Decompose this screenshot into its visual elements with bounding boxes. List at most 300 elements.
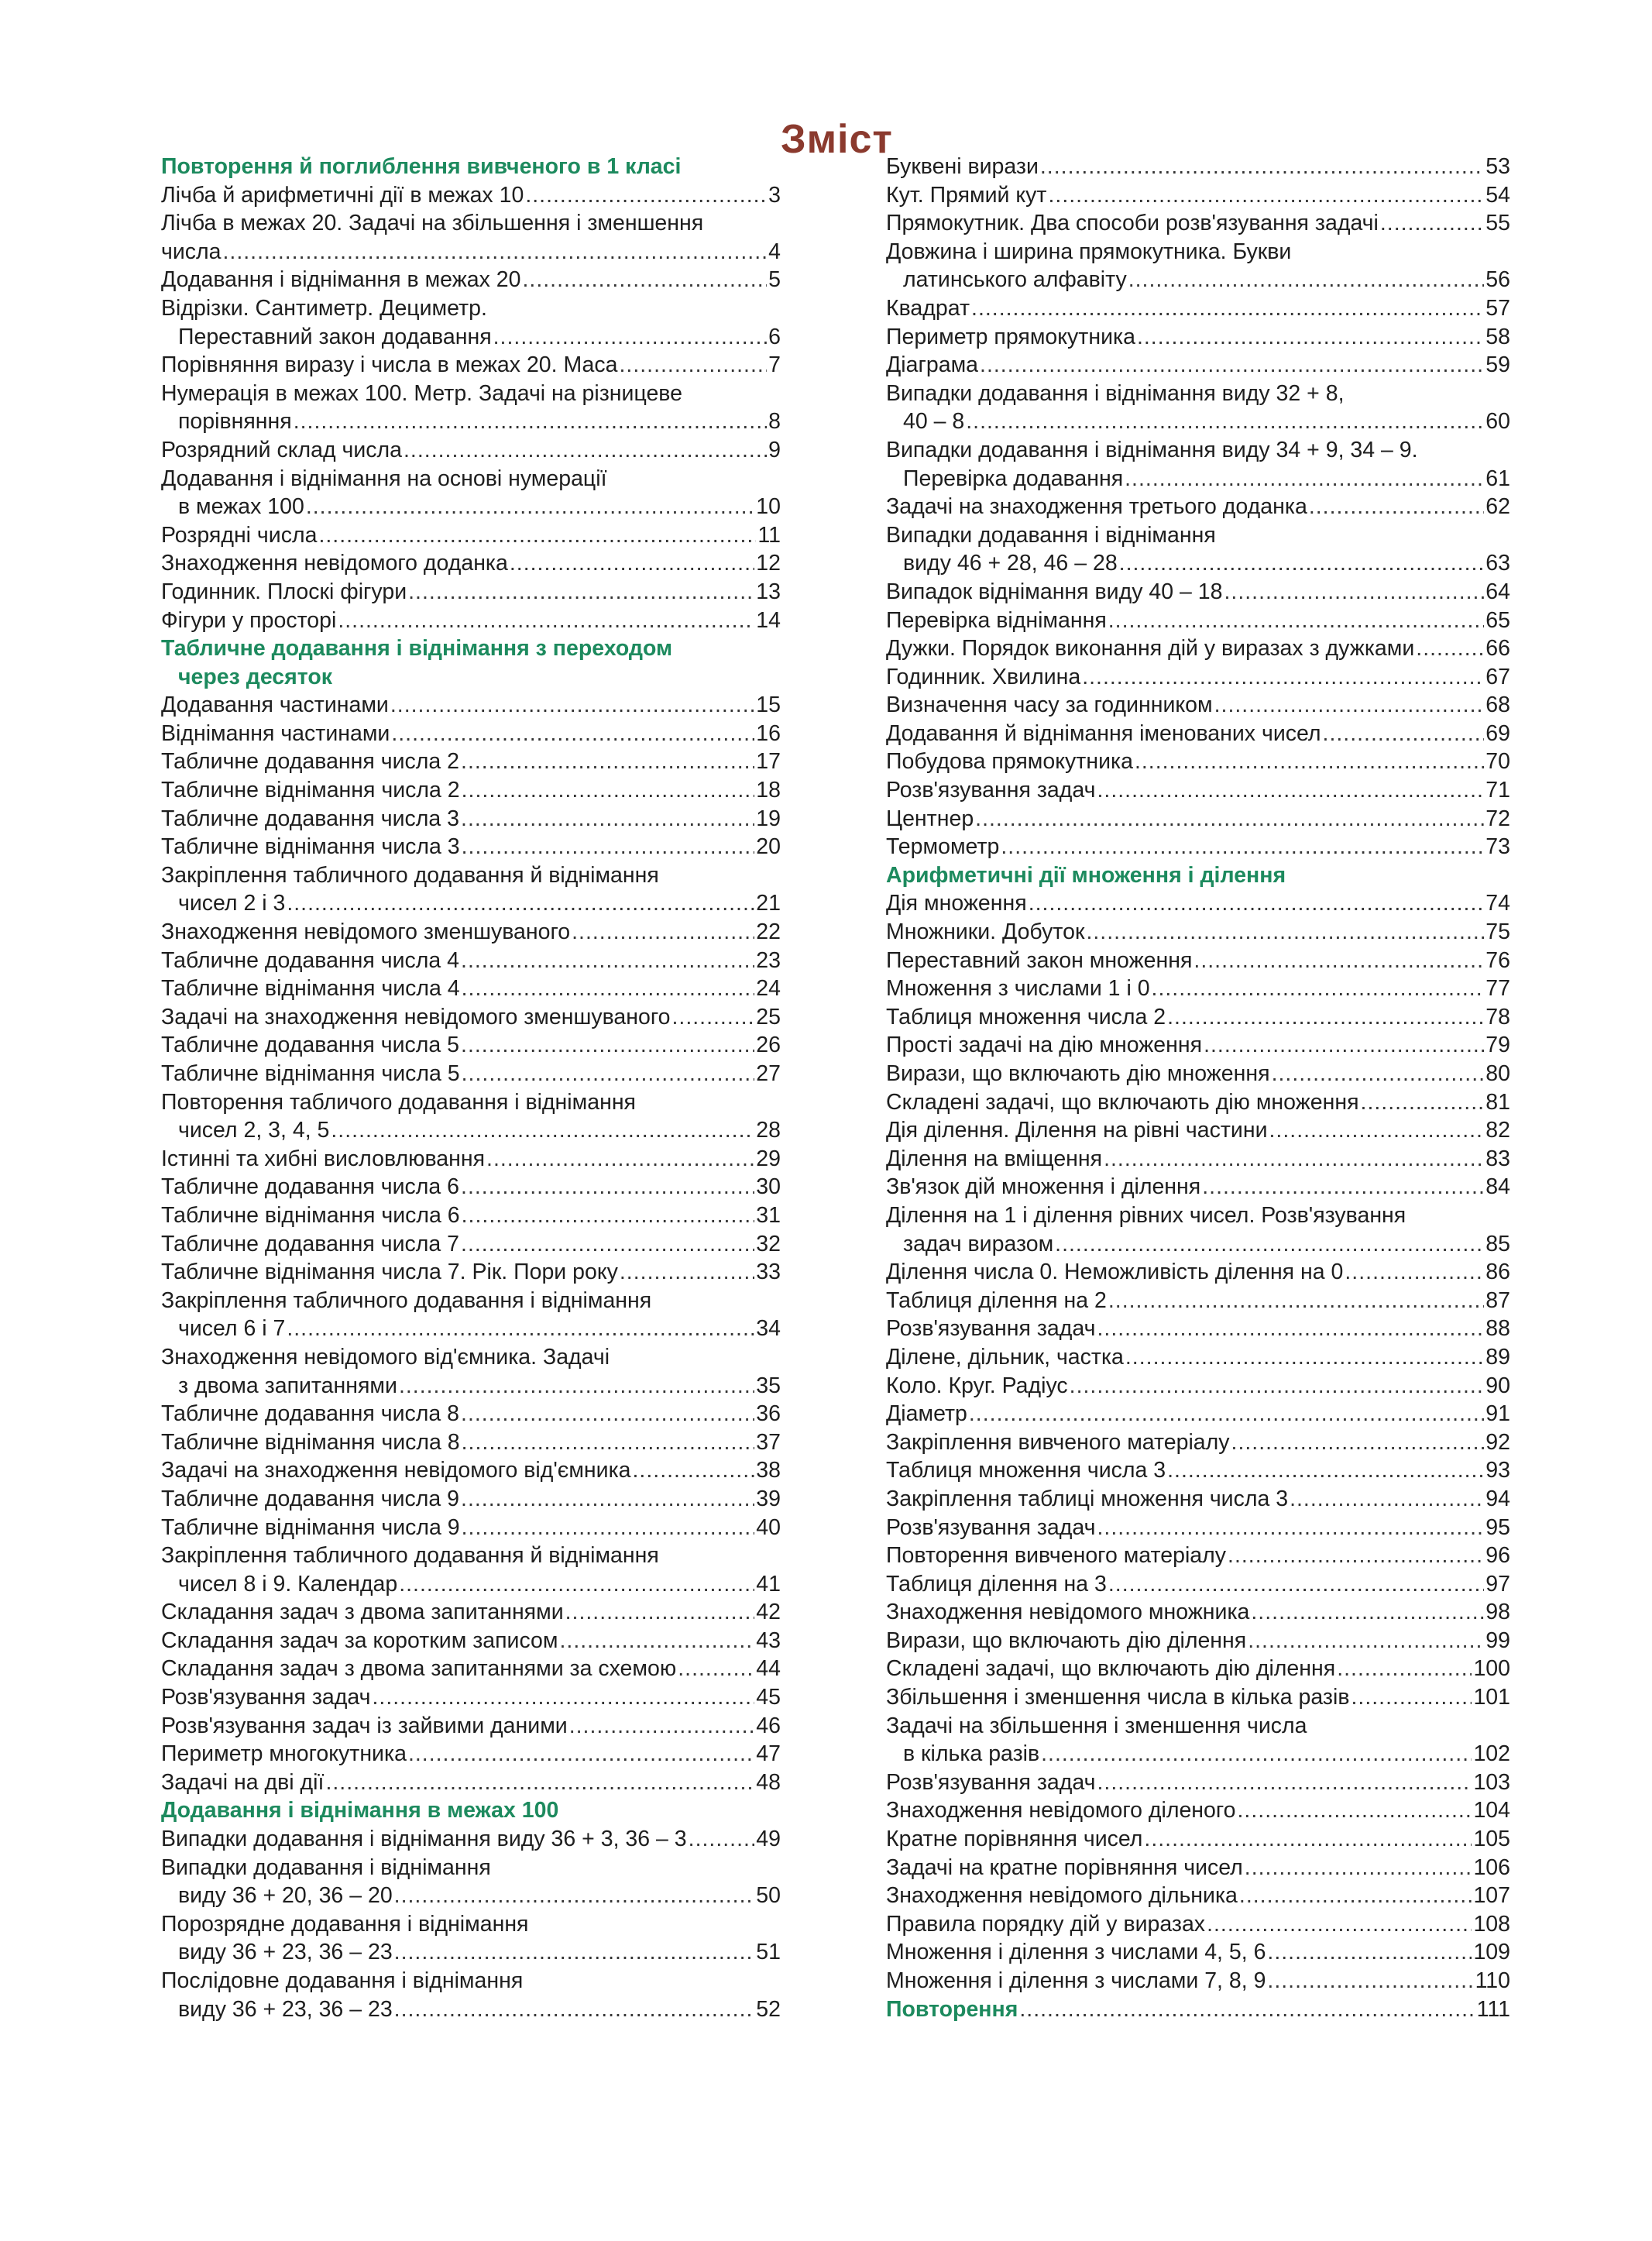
toc-entry[interactable] bbox=[886, 918, 1510, 947]
toc-entry-line: Випадки додавання і віднімання bbox=[161, 1854, 491, 1880]
toc-entry-page: 92 bbox=[1485, 1429, 1510, 1455]
toc-entry-title: Таблиця ділення на 3 bbox=[886, 1571, 1107, 1597]
dot-leader bbox=[1041, 1740, 1472, 1768]
dot-leader bbox=[462, 833, 755, 861]
toc-entry-page: 37 bbox=[756, 1429, 781, 1455]
toc-entry[interactable] bbox=[161, 578, 781, 607]
toc-entry[interactable] bbox=[161, 1740, 781, 1768]
dot-leader bbox=[633, 1456, 755, 1485]
toc-entry[interactable] bbox=[161, 1173, 781, 1201]
toc-entry[interactable] bbox=[886, 1768, 1510, 1797]
section-heading: Додавання і віднімання в межах 100 bbox=[161, 1798, 559, 1823]
dot-leader bbox=[1086, 918, 1484, 947]
dot-leader bbox=[1167, 1003, 1484, 1032]
toc-entry-page: 55 bbox=[1485, 211, 1510, 236]
toc-entry-title: Табличне додавання числа 5 bbox=[161, 1033, 460, 1058]
toc-entry-page: 56 bbox=[1485, 267, 1510, 293]
toc-entry-page: 64 bbox=[1485, 579, 1510, 604]
dot-leader bbox=[461, 1031, 754, 1060]
section-heading: Табличне додавання і віднімання з переходом bbox=[161, 636, 673, 662]
toc-entry-page: 105 bbox=[1473, 1827, 1510, 1852]
toc-entry-page: 15 bbox=[756, 693, 781, 718]
toc-entry[interactable] bbox=[161, 1655, 781, 1683]
dot-leader bbox=[1167, 1456, 1484, 1485]
toc-entry-page: 109 bbox=[1473, 1940, 1510, 1965]
toc-entry[interactable] bbox=[161, 1258, 781, 1287]
toc-entry-title: Множення і ділення з числами 7, 8, 9 bbox=[886, 1968, 1266, 1993]
dot-leader bbox=[1019, 1995, 1475, 2024]
toc-entry-title: Термометр bbox=[886, 834, 1000, 860]
toc-entry[interactable] bbox=[886, 720, 1510, 748]
dot-leader bbox=[408, 578, 754, 607]
toc-entry[interactable] bbox=[886, 1372, 1510, 1401]
toc-entry[interactable] bbox=[161, 493, 781, 521]
toc-entry-page: 8 bbox=[768, 409, 781, 435]
dot-leader bbox=[1207, 1910, 1472, 1939]
toc-entry-title: Дія ділення. Ділення на рівні частини bbox=[886, 1118, 1268, 1143]
dot-leader bbox=[1231, 1428, 1485, 1457]
toc-entry[interactable] bbox=[886, 1570, 1510, 1599]
toc-entry[interactable] bbox=[886, 1825, 1510, 1854]
toc-entry-title: Додавання і віднімання в межах 20 bbox=[161, 267, 521, 293]
section-heading: Арифметичні дії множення і ділення bbox=[886, 862, 1286, 888]
toc-entry-page: 49 bbox=[756, 1827, 781, 1852]
toc-entry[interactable] bbox=[161, 323, 781, 352]
toc-entry-page: 50 bbox=[756, 1883, 781, 1909]
toc-entry-title: Закріплення вивченого матеріалу bbox=[886, 1429, 1230, 1455]
toc-entry[interactable] bbox=[886, 294, 1510, 323]
toc-entry-page: 11 bbox=[757, 522, 781, 548]
toc-entry-title: числа bbox=[161, 239, 222, 264]
toc-entry[interactable] bbox=[886, 209, 1510, 238]
dot-leader bbox=[462, 974, 755, 1003]
toc-entry-line: Закріплення табличного додавання й віднімання bbox=[161, 1543, 659, 1569]
dot-leader bbox=[1193, 947, 1484, 975]
dot-leader bbox=[1267, 1938, 1472, 1967]
toc-entry-page: 22 bbox=[756, 919, 781, 945]
toc-entry-title: Табличне додавання числа 3 bbox=[161, 806, 460, 831]
toc-entry[interactable] bbox=[161, 1201, 781, 1230]
dot-leader bbox=[373, 1683, 755, 1712]
dot-leader bbox=[678, 1655, 754, 1683]
toc-entry[interactable] bbox=[886, 1060, 1510, 1088]
toc-entry[interactable] bbox=[886, 663, 1510, 692]
toc-entry[interactable] bbox=[886, 833, 1510, 861]
toc-entry[interactable] bbox=[161, 947, 781, 975]
toc-entry-page: 4 bbox=[768, 239, 781, 264]
toc-entry[interactable] bbox=[886, 351, 1510, 380]
toc-entry-title: Знаходження невідомого доданка bbox=[161, 551, 508, 576]
toc-entry[interactable] bbox=[886, 1428, 1510, 1457]
dot-leader bbox=[493, 323, 768, 352]
toc-entry[interactable] bbox=[161, 1570, 781, 1599]
toc-entry[interactable] bbox=[886, 578, 1510, 607]
toc-entry[interactable] bbox=[161, 266, 781, 294]
toc-entry-title: Задачі на знаходження невідомого від'ємника bbox=[161, 1458, 631, 1483]
dot-leader bbox=[1214, 691, 1485, 720]
toc-entry-title: Годинник. Хвилина bbox=[886, 664, 1081, 689]
toc-entry-title: Складання задач з двома запитаннями за схемою bbox=[161, 1656, 677, 1682]
dot-leader bbox=[394, 1882, 755, 1910]
page-title: Зміст bbox=[781, 117, 893, 162]
toc-entry-title: Знаходження невідомого зменшуваного bbox=[161, 919, 571, 945]
toc-entry[interactable] bbox=[161, 974, 781, 1003]
dot-leader bbox=[394, 1995, 755, 2024]
toc-entry-line: Знаходження невідомого від'ємника. Задачі bbox=[161, 1344, 610, 1370]
dot-leader bbox=[399, 1372, 754, 1401]
toc-entry-page: 79 bbox=[1485, 1033, 1510, 1058]
toc-entry-title: Прямокутник. Два способи розв'язування задачі bbox=[886, 211, 1379, 236]
toc-entry[interactable] bbox=[161, 1456, 781, 1485]
toc-entry-page: 94 bbox=[1485, 1486, 1510, 1511]
toc-entry-page: 68 bbox=[1485, 693, 1510, 718]
toc-entry-title: Табличне додавання числа 7 bbox=[161, 1231, 460, 1256]
toc-entry[interactable] bbox=[886, 889, 1510, 918]
toc-entry[interactable] bbox=[161, 805, 781, 834]
toc-entry-page: 35 bbox=[756, 1373, 781, 1398]
toc-entry-line: Нумерація в межах 100. Метр. Задачі на різницеве bbox=[161, 380, 682, 406]
toc-entry[interactable] bbox=[161, 1060, 781, 1088]
dot-leader bbox=[1001, 833, 1484, 861]
dot-leader bbox=[1337, 1655, 1472, 1683]
dot-leader bbox=[331, 1116, 754, 1145]
toc-entry-line: Закріплення табличного додавання і віднімання bbox=[161, 1287, 652, 1313]
toc-entry-title: Зв'язок дій множення і ділення bbox=[886, 1174, 1201, 1200]
toc-entry[interactable] bbox=[161, 549, 781, 578]
dot-leader bbox=[1097, 776, 1485, 805]
toc-entry-line: Відрізки. Сантиметр. Дециметр. bbox=[161, 295, 487, 321]
toc-entry-page: 57 bbox=[1485, 295, 1510, 321]
toc-entry[interactable] bbox=[886, 776, 1510, 805]
toc-entry[interactable] bbox=[886, 1230, 1510, 1259]
toc-entry[interactable] bbox=[886, 1910, 1510, 1939]
toc-entry-title: з двома запитаннями bbox=[178, 1373, 397, 1398]
toc-entry[interactable] bbox=[886, 1315, 1510, 1343]
toc-entry[interactable] bbox=[161, 238, 781, 266]
toc-entry-page: 54 bbox=[1485, 182, 1510, 208]
toc-entry-page: 5 bbox=[768, 267, 781, 293]
toc-entry-line: Повторення табличого додавання і віднімання bbox=[161, 1089, 636, 1115]
toc-entry-title: Знаходження невідомого дільника bbox=[886, 1883, 1238, 1909]
toc-entry[interactable] bbox=[161, 1116, 781, 1145]
toc-entry-page: 95 bbox=[1485, 1514, 1510, 1540]
toc-entry[interactable] bbox=[161, 351, 781, 380]
dot-leader bbox=[462, 1428, 755, 1457]
toc-entry-title: Задачі на дві дії bbox=[161, 1769, 325, 1795]
toc-entry[interactable] bbox=[161, 1485, 781, 1514]
toc-entry-title: Дужки. Порядок виконання дій у виразах з дужками bbox=[886, 636, 1415, 662]
dot-leader bbox=[1108, 1287, 1484, 1315]
toc-entry[interactable] bbox=[161, 1372, 781, 1401]
toc-entry-title: Вирази, що включають дію ділення bbox=[886, 1627, 1247, 1653]
toc-entry[interactable] bbox=[161, 1712, 781, 1741]
toc-entry[interactable] bbox=[886, 1796, 1510, 1825]
toc-entry-title: Множення з числами 1 і 0 bbox=[886, 976, 1150, 1002]
toc-entry-page: 24 bbox=[756, 976, 781, 1002]
toc-entry[interactable] bbox=[886, 1400, 1510, 1428]
toc-entry[interactable] bbox=[161, 1882, 781, 1910]
dot-leader bbox=[1202, 1173, 1484, 1201]
toc-entry-page: 70 bbox=[1485, 749, 1510, 775]
toc-entry-title: Закріплення таблиці множення числа 3 bbox=[886, 1486, 1289, 1511]
toc-entry[interactable] bbox=[161, 691, 781, 720]
dot-leader bbox=[404, 436, 767, 465]
toc-entry[interactable] bbox=[886, 549, 1510, 578]
toc-entry-page: 76 bbox=[1485, 947, 1510, 973]
toc-entry-page: 100 bbox=[1473, 1656, 1510, 1682]
toc-entry[interactable] bbox=[161, 1031, 781, 1060]
toc-entry-page: 44 bbox=[756, 1656, 781, 1682]
toc-entry[interactable] bbox=[161, 607, 781, 635]
toc-entry-title: Істинні та хибні висловлювання bbox=[161, 1146, 486, 1171]
dot-leader bbox=[338, 607, 754, 635]
toc-entry-page: 30 bbox=[756, 1174, 781, 1200]
dot-leader bbox=[1345, 1258, 1484, 1287]
toc-entry[interactable] bbox=[886, 805, 1510, 834]
toc-entry-title: Переставний закон множення bbox=[886, 947, 1193, 973]
toc-entry[interactable] bbox=[886, 1598, 1510, 1627]
dot-leader bbox=[287, 889, 754, 918]
dot-leader bbox=[1144, 1825, 1472, 1854]
toc-entry[interactable] bbox=[161, 521, 781, 550]
toc-entry[interactable] bbox=[886, 407, 1510, 436]
dot-leader bbox=[620, 351, 768, 380]
toc-entry-page: 90 bbox=[1485, 1373, 1510, 1398]
toc-entry[interactable] bbox=[886, 493, 1510, 521]
toc-entry[interactable] bbox=[886, 1740, 1510, 1768]
toc-entry[interactable] bbox=[886, 1116, 1510, 1145]
toc-entry-page: 99 bbox=[1485, 1627, 1510, 1653]
toc-entry[interactable] bbox=[161, 1230, 781, 1259]
toc-entry[interactable] bbox=[161, 1683, 781, 1712]
toc-entry-page: 107 bbox=[1473, 1883, 1510, 1909]
dot-leader bbox=[620, 1258, 754, 1287]
toc-entry[interactable] bbox=[161, 1400, 781, 1428]
toc-entry-page: 52 bbox=[756, 1996, 781, 2022]
toc-entry-page: 51 bbox=[756, 1940, 781, 1965]
toc-entry-page: 103 bbox=[1473, 1769, 1510, 1795]
toc-entry-title: чисел 8 і 9. Календар bbox=[178, 1571, 398, 1597]
toc-entry-page: 88 bbox=[1485, 1316, 1510, 1342]
dot-leader bbox=[462, 1060, 755, 1088]
toc-entry-title: Фігури у просторі bbox=[161, 607, 337, 633]
toc-entry[interactable] bbox=[886, 266, 1510, 294]
toc-entry-page: 10 bbox=[756, 494, 781, 520]
toc-entry[interactable] bbox=[161, 1995, 781, 2024]
toc-entry[interactable] bbox=[886, 1456, 1510, 1485]
toc-entry-title: Годинник. Плоскі фігури bbox=[161, 579, 407, 604]
toc-entry[interactable] bbox=[886, 1938, 1510, 1967]
toc-entry-page: 104 bbox=[1473, 1798, 1510, 1823]
dot-leader bbox=[671, 1003, 754, 1032]
toc-entry[interactable] bbox=[161, 889, 781, 918]
dot-leader bbox=[1055, 1230, 1484, 1259]
dot-leader bbox=[1272, 1060, 1485, 1088]
toc-entry[interactable] bbox=[886, 1287, 1510, 1315]
toc-entry[interactable] bbox=[161, 1428, 781, 1457]
toc-entry[interactable] bbox=[886, 1485, 1510, 1514]
dot-leader bbox=[461, 1173, 754, 1201]
toc-entry-page: 111 bbox=[1476, 1996, 1510, 2022]
dot-leader bbox=[1108, 607, 1485, 635]
toc-entry-page: 9 bbox=[768, 437, 781, 462]
toc-entry-title: Розв'язування задач bbox=[886, 778, 1096, 803]
toc-entry-title: Ділення числа 0. Неможливість ділення на 0 bbox=[886, 1260, 1344, 1285]
toc-entry[interactable] bbox=[886, 634, 1510, 663]
toc-entry[interactable] bbox=[886, 974, 1510, 1003]
toc-entry-page: 13 bbox=[756, 579, 781, 604]
toc-entry-title: Знаходження невідомого множника bbox=[886, 1600, 1250, 1625]
toc-entry-page: 102 bbox=[1473, 1741, 1510, 1767]
toc-entry-page: 78 bbox=[1485, 1004, 1510, 1029]
toc-entry-title: Збільшення і зменшення числа в кілька разів bbox=[886, 1685, 1350, 1710]
toc-entry[interactable] bbox=[161, 918, 781, 947]
toc-entry[interactable] bbox=[161, 1825, 781, 1854]
toc-entry-title: Лічба й арифметичні дії в межах 10 bbox=[161, 182, 524, 208]
toc-entry[interactable] bbox=[886, 1967, 1510, 1995]
toc-entry-page: 25 bbox=[756, 1004, 781, 1029]
toc-entry-title: Складені задачі, що включають дію множення bbox=[886, 1089, 1359, 1115]
toc-entry[interactable] bbox=[886, 607, 1510, 635]
dot-leader bbox=[1125, 1343, 1484, 1372]
toc-entry-page: 91 bbox=[1485, 1401, 1510, 1427]
toc-entry-line: Порозрядне додавання і віднімання bbox=[161, 1911, 529, 1937]
dot-leader bbox=[1416, 634, 1484, 663]
toc-entry-page: 84 bbox=[1485, 1174, 1510, 1200]
toc-entry[interactable] bbox=[886, 1995, 1510, 2024]
toc-entry[interactable] bbox=[886, 1542, 1510, 1570]
dot-leader bbox=[306, 493, 754, 521]
toc-entry[interactable] bbox=[886, 1627, 1510, 1655]
toc-entry[interactable] bbox=[886, 465, 1510, 493]
toc-entry[interactable] bbox=[161, 1768, 781, 1797]
toc-entry-title: задач виразом bbox=[903, 1231, 1054, 1256]
toc-entry[interactable] bbox=[161, 748, 781, 776]
toc-entry[interactable] bbox=[161, 1145, 781, 1174]
toc-entry[interactable] bbox=[161, 1598, 781, 1627]
section-heading: Повторення й поглиблення вивченого в 1 класі bbox=[161, 154, 682, 179]
toc-entry[interactable] bbox=[886, 323, 1510, 352]
dot-leader bbox=[294, 407, 767, 436]
dot-leader bbox=[1251, 1598, 1484, 1627]
toc-entry[interactable] bbox=[161, 1938, 781, 1967]
toc-entry[interactable] bbox=[886, 1258, 1510, 1287]
toc-entry[interactable] bbox=[886, 1003, 1510, 1032]
toc-entry[interactable] bbox=[886, 748, 1510, 776]
dot-leader bbox=[689, 1825, 755, 1854]
toc-entry[interactable] bbox=[886, 947, 1510, 975]
toc-entry-page: 29 bbox=[756, 1146, 781, 1171]
toc-entry[interactable] bbox=[886, 1088, 1510, 1117]
toc-entry-title: Табличне віднімання числа 2 bbox=[161, 778, 460, 803]
toc-entry-line: Закріплення табличного додавання й віднімання bbox=[161, 862, 659, 888]
toc-entry[interactable] bbox=[886, 1514, 1510, 1542]
toc-entry[interactable] bbox=[161, 833, 781, 861]
toc-entry-title: Кратне порівняння чисел bbox=[886, 1827, 1143, 1852]
toc-left-column bbox=[161, 153, 781, 2023]
toc-entry-page: 63 bbox=[1485, 551, 1510, 576]
toc-entry[interactable] bbox=[886, 1145, 1510, 1174]
dot-leader bbox=[325, 1768, 754, 1797]
dot-leader bbox=[1125, 465, 1484, 493]
toc-entry[interactable] bbox=[886, 691, 1510, 720]
toc-entry-title: Табличне додавання числа 8 bbox=[161, 1401, 460, 1427]
toc-entry[interactable] bbox=[886, 1655, 1510, 1683]
toc-entry[interactable] bbox=[161, 720, 781, 748]
toc-entry-title: Побудова прямокутника bbox=[886, 749, 1133, 775]
toc-entry[interactable] bbox=[886, 1173, 1510, 1201]
toc-entry-page: 28 bbox=[756, 1118, 781, 1143]
toc-entry-title: Таблиця множення числа 3 bbox=[886, 1458, 1166, 1483]
toc-entry-title: Розв'язування задач bbox=[886, 1514, 1096, 1540]
toc-entry[interactable] bbox=[161, 1315, 781, 1343]
toc-entry-page: 14 bbox=[756, 607, 781, 633]
toc-entry-title: в кілька разів bbox=[903, 1741, 1040, 1767]
toc-entry-page: 83 bbox=[1485, 1146, 1510, 1171]
toc-entry-page: 97 bbox=[1485, 1571, 1510, 1597]
dot-leader bbox=[1040, 153, 1484, 181]
toc-entry-title: Порівняння виразу і числа в межах 20. Маса bbox=[161, 352, 618, 378]
toc-entry[interactable] bbox=[886, 153, 1510, 181]
toc-entry-title: Розв'язування задач bbox=[161, 1685, 371, 1710]
dot-leader bbox=[1290, 1485, 1484, 1514]
toc-entry-title: Табличне віднімання числа 6 bbox=[161, 1202, 460, 1228]
toc-entry-title: Таблиця множення числа 2 bbox=[886, 1004, 1166, 1029]
toc-entry[interactable] bbox=[886, 1882, 1510, 1910]
toc-entry[interactable] bbox=[886, 1683, 1510, 1712]
dot-leader bbox=[525, 181, 767, 210]
toc-entry-page: 71 bbox=[1485, 778, 1510, 803]
toc-entry[interactable] bbox=[161, 1003, 781, 1032]
toc-entry-title: Діаграма bbox=[886, 352, 979, 378]
dot-leader bbox=[1267, 1967, 1473, 1995]
toc-entry-title: Розв'язування задач bbox=[886, 1316, 1096, 1342]
dot-leader bbox=[565, 1598, 755, 1627]
toc-entry[interactable] bbox=[886, 1031, 1510, 1060]
toc-entry[interactable] bbox=[161, 407, 781, 436]
toc-entry-page: 110 bbox=[1475, 1968, 1510, 1993]
toc-entry-page: 101 bbox=[1473, 1685, 1510, 1710]
toc-entry-page: 89 bbox=[1485, 1344, 1510, 1370]
dot-leader bbox=[287, 1315, 754, 1343]
toc-entry-title: Табличне додавання числа 6 bbox=[161, 1174, 460, 1200]
toc-entry[interactable] bbox=[161, 1627, 781, 1655]
toc-entry[interactable] bbox=[161, 776, 781, 805]
toc-entry[interactable] bbox=[161, 181, 781, 210]
dot-leader bbox=[1361, 1088, 1485, 1117]
toc-entry-page: 12 bbox=[756, 551, 781, 576]
toc-entry-line: Послідовне додавання і віднімання bbox=[161, 1968, 524, 1993]
dot-leader bbox=[461, 805, 754, 834]
toc-entry[interactable] bbox=[886, 1343, 1510, 1372]
toc-entry-title: Прості задачі на дію множення bbox=[886, 1033, 1203, 1058]
toc-entry[interactable] bbox=[886, 181, 1510, 210]
toc-entry[interactable] bbox=[161, 1514, 781, 1542]
dot-leader bbox=[969, 1400, 1484, 1428]
toc-right-column bbox=[886, 153, 1510, 2023]
toc-entry[interactable] bbox=[161, 436, 781, 465]
dot-leader bbox=[1152, 974, 1485, 1003]
dot-leader bbox=[1351, 1683, 1472, 1712]
toc-entry-title: Табличне віднімання числа 8 bbox=[161, 1429, 460, 1455]
toc-entry-title: Ділене, дільник, частка bbox=[886, 1344, 1124, 1370]
toc-entry-title: Табличне віднімання числа 7. Рік. Пори року bbox=[161, 1260, 618, 1285]
dot-leader bbox=[1104, 1145, 1484, 1174]
toc-entry[interactable] bbox=[886, 1854, 1510, 1882]
toc-entry-page: 86 bbox=[1485, 1260, 1510, 1285]
dot-leader bbox=[1029, 889, 1485, 918]
dot-leader bbox=[462, 1201, 755, 1230]
